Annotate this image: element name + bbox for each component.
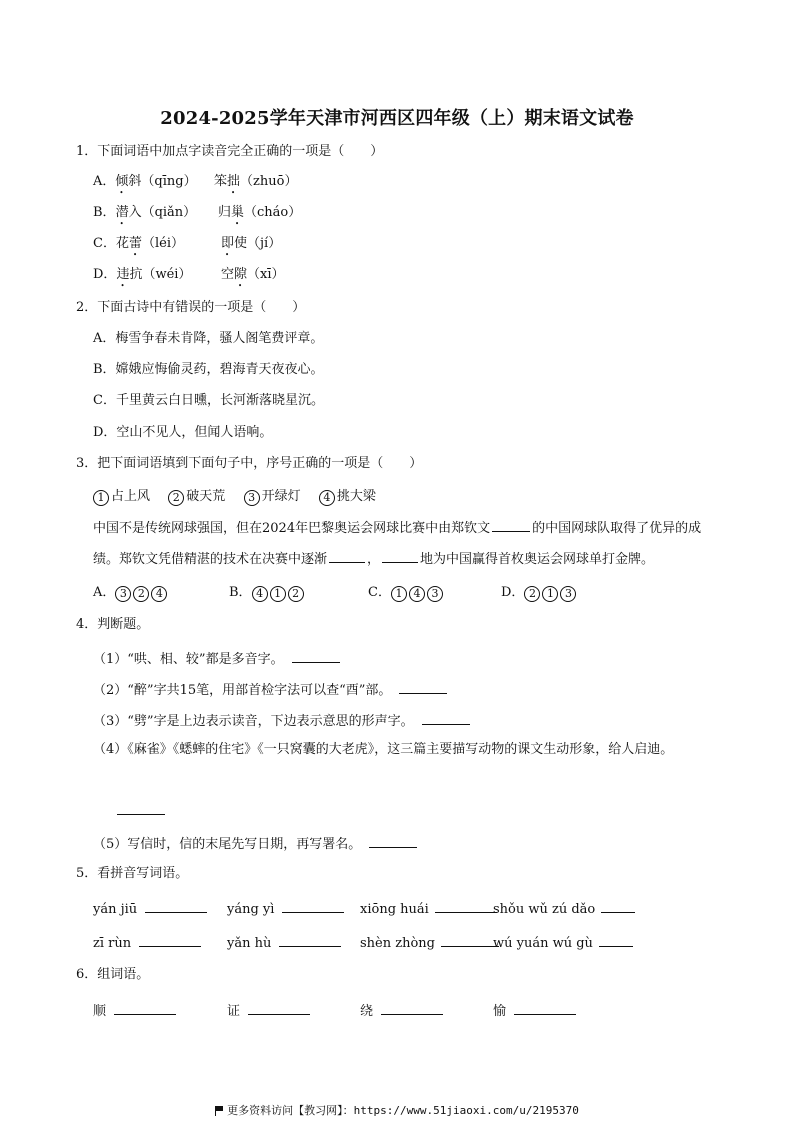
- question-3-option-c: C． 1 4 3: [368, 584, 445, 602]
- judgement-item-3: （3）“劈”字是上边表示读音，下边表示意思的形声字。: [93, 710, 472, 731]
- word-item: 1 占上风: [93, 489, 150, 504]
- question-3-option-d: D． 2 1 3: [501, 584, 578, 602]
- question-3-word-list: [93, 488, 376, 506]
- pinyin-item: shǒu wǔ zú dǎo: [493, 898, 637, 919]
- answer-blank[interactable]: [369, 833, 417, 848]
- footer-link[interactable]: [0, 1102, 794, 1118]
- flag-icon: [215, 1106, 223, 1115]
- page-title: 2024-2025学年天津市河西区四年级（上）期末语文试卷: [160, 108, 634, 129]
- answer-blank[interactable]: [292, 648, 340, 663]
- pinyin-item: yǎn hù: [227, 932, 343, 953]
- question-3-sentence: 中国不是传统网球强国，但在2024年巴黎奥运会网球比赛中由郑钦文 的中国网球队取得了优异的成绩。郑钦文凭借精湛的技术在决赛中逐渐 ， 地为中国赢得首枚奥运会网球单打金牌。: [93, 513, 723, 575]
- answer-blank[interactable]: [435, 898, 497, 913]
- answer-blank[interactable]: [248, 1000, 310, 1015]
- question-1-option-a: A．倾斜（qīng） 笨拙（zhuō）: [93, 174, 298, 189]
- question-1-option-c: C．花蕾（léi） 即使（jí）: [93, 236, 282, 251]
- judgement-item-2: （2）“醉”字共15笔，用部首检字法可以查“酉”部。: [93, 679, 449, 700]
- question-2-option-b: B．嫦娥应悔偷灵药，碧海青天夜夜心。: [93, 362, 324, 377]
- answer-blank[interactable]: [117, 800, 165, 815]
- question-2-stem: 2．下面古诗中有错误的一项是（ ）: [76, 300, 306, 315]
- question-2-option-d: D．空山不见人，但闻人语响。: [93, 425, 273, 440]
- judgement-item-4-blank-line: [115, 800, 167, 821]
- question-3-option-a: A． 3 2 4: [93, 584, 169, 602]
- question-2-option-c: C．千里黄云白日曛，长河渐落晓星沉。: [93, 393, 324, 408]
- answer-blank[interactable]: [139, 932, 201, 947]
- pinyin-item: zī rùn: [93, 932, 203, 953]
- question-6-stem: 6．组词语。: [76, 967, 150, 982]
- word-building-item: 绕: [360, 1000, 445, 1021]
- fill-blank[interactable]: [382, 548, 418, 563]
- word-building-item: 证: [227, 1000, 312, 1021]
- answer-blank[interactable]: [599, 932, 633, 947]
- question-4-stem: 4．判断题。: [76, 617, 150, 632]
- word-building-item: 顺: [93, 1000, 178, 1021]
- answer-blank[interactable]: [381, 1000, 443, 1015]
- judgement-item-4: （4）《麻雀》《蟋蟀的住宅》《一只窝囊的大老虎》，这三篇主要描写动物的课文生动形象，给人启迪。: [93, 742, 674, 757]
- fill-blank[interactable]: [329, 548, 365, 563]
- fill-blank[interactable]: [492, 517, 530, 532]
- pinyin-item: yáng yì: [227, 898, 346, 919]
- word-building-item: 愉: [493, 1000, 578, 1021]
- answer-blank[interactable]: [145, 898, 207, 913]
- judgement-item-5: （5）写信时，信的末尾先写日期，再写署名。: [93, 833, 419, 854]
- pinyin-item: wú yuán wú gù: [493, 932, 635, 953]
- footer-text: 更多资料访问【教习网】：https://www.51jiaoxi.com/u/2195370: [227, 1104, 579, 1117]
- question-1-stem: 1．下面词语中加点字读音完全正确的一项是（ ）: [76, 144, 384, 159]
- answer-blank[interactable]: [279, 932, 341, 947]
- answer-blank[interactable]: [514, 1000, 576, 1015]
- question-2-option-a: A．梅雪争春未肯降，骚人阁笔费评章。: [93, 331, 324, 346]
- answer-blank[interactable]: [114, 1000, 176, 1015]
- question-1-option-b: B．潜入（qiǎn） 归巢（cháo）: [93, 205, 302, 220]
- question-1-option-d: D．违抗（wéi） 空隙（xī）: [93, 267, 285, 282]
- word-item: 2 破天荒: [168, 489, 225, 504]
- answer-blank[interactable]: [282, 898, 344, 913]
- answer-blank[interactable]: [399, 679, 447, 694]
- pinyin-item: yán jiū: [93, 898, 209, 919]
- question-5-stem: 5．看拼音写词语。: [76, 866, 189, 881]
- pinyin-item: shèn zhòng: [360, 932, 501, 953]
- answer-blank[interactable]: [422, 710, 470, 725]
- answer-blank[interactable]: [601, 898, 635, 913]
- pinyin-item: xiōng huái: [360, 898, 499, 919]
- question-3-stem: 3．把下面词语填到下面句子中，序号正确的一项是（ ）: [76, 456, 423, 471]
- judgement-item-1: （1）“哄、相、较”都是多音字。: [93, 648, 342, 669]
- word-item: 3 开绿灯: [244, 489, 301, 504]
- word-item: 4 挑大梁: [319, 489, 376, 504]
- answer-blank[interactable]: [441, 932, 499, 947]
- question-3-option-b: B． 4 1 2: [229, 584, 306, 602]
